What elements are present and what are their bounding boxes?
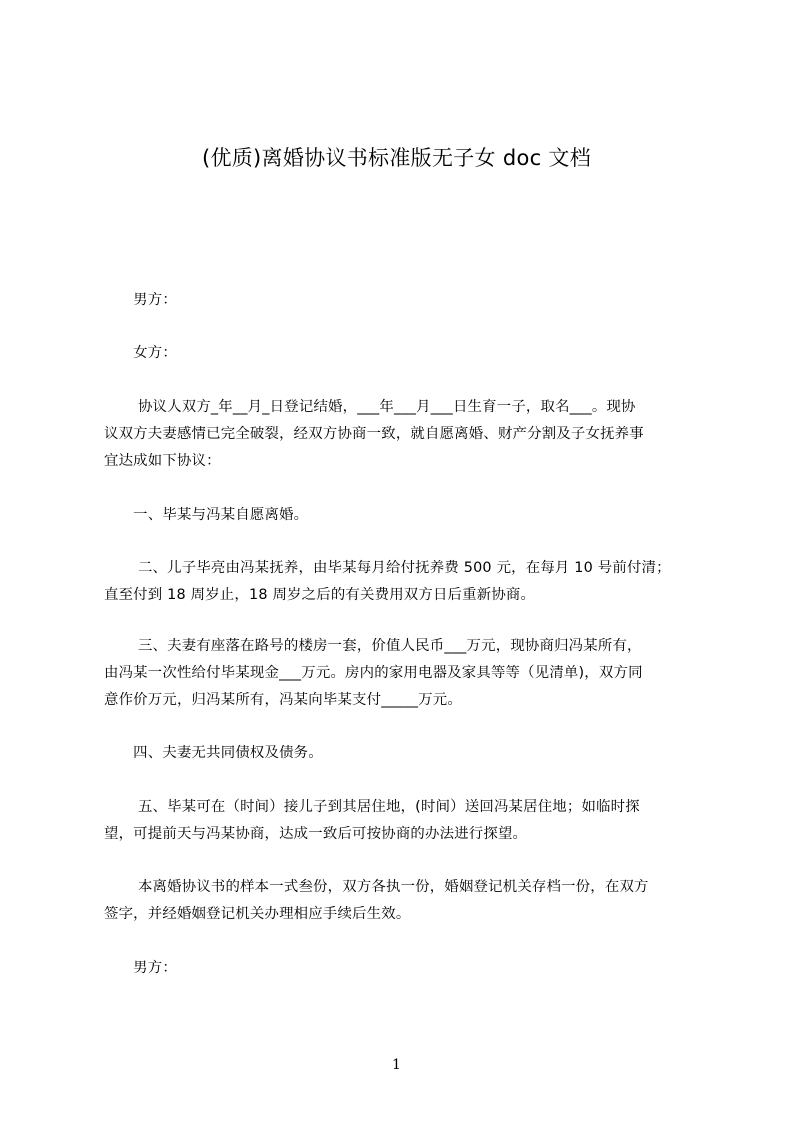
- paragraph-line: 四、夫妻无共同债权及债务。: [104, 745, 323, 761]
- paragraph-copies-clause: [104, 874, 714, 928]
- paragraph-line: 一、毕某与冯某自愿离婚。: [104, 507, 309, 523]
- paragraph-line: 直至付到 18 周岁止，18 周岁之后的有关费用双方日后重新协商。: [104, 587, 536, 603]
- paragraph-line: 望，可提前天与冯某协商，达成一致后可按协商的办法进行探望。: [104, 826, 528, 842]
- paragraph-clause-5: [104, 794, 714, 848]
- paragraph-line: 女方：: [104, 345, 177, 361]
- paragraph-line: 协议人双方_年__月_日登记结婚，___年___月___日生育一子，取名___。现协: [104, 399, 636, 415]
- paragraph-line: 签字，并经婚姻登记机关办理相应手续后生效。: [104, 906, 411, 922]
- paragraph-male-signature: [104, 955, 714, 982]
- paragraph-line: 男方：: [104, 292, 177, 308]
- paragraph-line: 五、毕某可在（时间）接儿子到其居住地，(时间）送回冯某居住地；如临时探: [104, 799, 640, 815]
- paragraph-line: 本离婚协议书的样本一式叁份，双方各执一份，婚姻登记机关存档一份，在双方: [104, 879, 649, 895]
- paragraph-line: 二、儿子毕亮由冯某抚养，由毕某每月给付抚养费 500 元，在每月 10 号前付清；: [104, 560, 671, 576]
- paragraph-clause-4: [104, 740, 714, 767]
- paragraph-clause-3: [104, 633, 714, 714]
- paragraph-male-party: [104, 287, 714, 314]
- paragraph-line: 男方：: [104, 960, 177, 976]
- paragraph-clause-1: [104, 502, 714, 529]
- paragraph-line: 三、夫妻有座落在路号的楼房一套，价值人民币___万元，现协商归冯某所有，: [104, 638, 642, 654]
- paragraph-line: 意作价万元，归冯某所有，冯某向毕某支付_____万元。: [104, 692, 462, 708]
- page-number: 1: [392, 1057, 401, 1073]
- paragraph-preamble: [104, 394, 714, 475]
- paragraph-female-party: [104, 340, 714, 367]
- paragraph-line: 宜达成如下协议：: [104, 453, 221, 469]
- paragraph-line: 由冯某一次性给付毕某现金___万元。房内的家用电器及家具等等（见清单)，双方同: [104, 665, 643, 681]
- paragraph-line: 议双方夫妻感情已完全破裂，经双方协商一致，就自愿离婚、财产分割及子女抚养事: [104, 426, 644, 442]
- paragraph-clause-2: [104, 555, 714, 609]
- document-title: (优质)离婚协议书标准版无子女 doc 文档: [201, 146, 592, 170]
